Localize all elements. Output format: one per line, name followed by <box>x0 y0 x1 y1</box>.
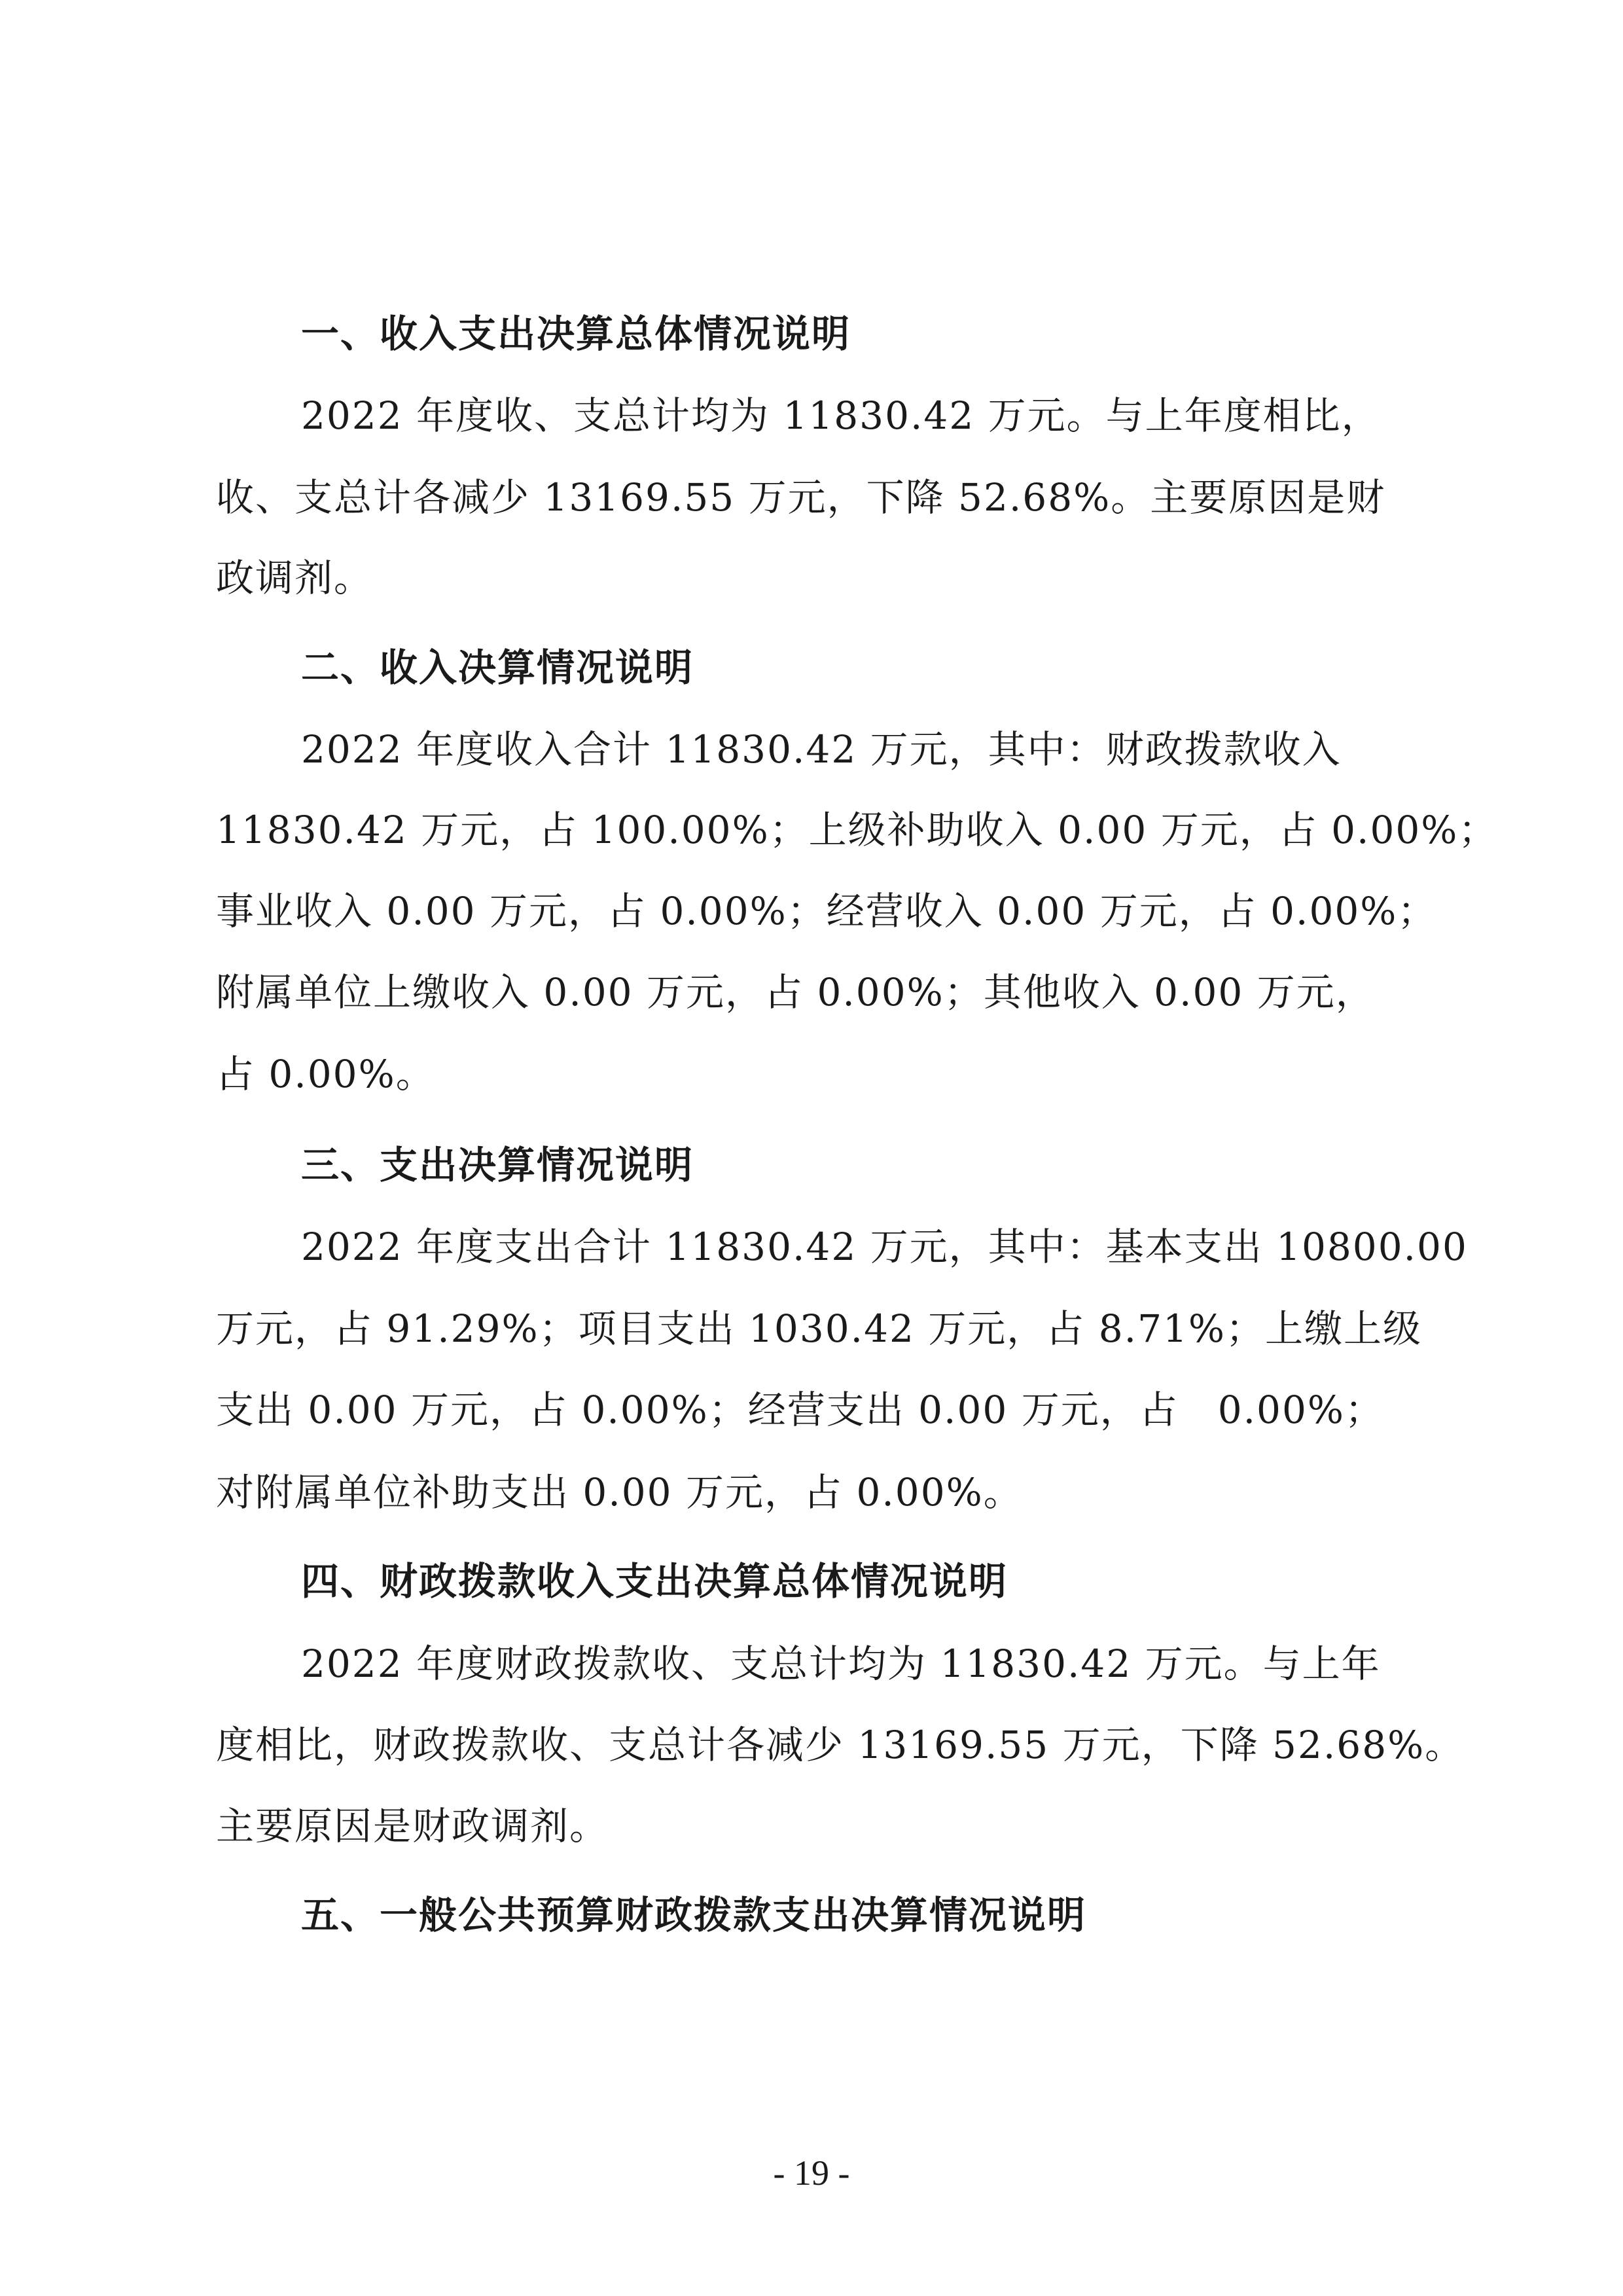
section-heading-3: 三、支出决算情况说明 <box>301 1143 694 1187</box>
paragraph-line: 政调剂。 <box>216 556 374 600</box>
page-number: - 19 - <box>773 2153 850 2193</box>
paragraph-line: 2022 年度财政拨款收、支总计均为 11830.42 万元。与上年 <box>301 1641 1381 1686</box>
paragraph-line: 支出 0.00 万元，占 0.00%；经营支出 0.00 万元，占 0.00%； <box>216 1388 1384 1432</box>
paragraph-line: 2022 年度收入合计 11830.42 万元，其中：财政拨款收入 <box>301 727 1342 772</box>
paragraph-line: 2022 年度收、支总计均为 11830.42 万元。与上年度相比， <box>301 393 1381 438</box>
section-heading-5: 五、一般公共预算财政拨款支出决算情况说明 <box>301 1893 1087 1937</box>
paragraph-line: 11830.42 万元，占 100.00%；上级补助收入 0.00 万元，占 0.00%； <box>216 808 1498 852</box>
paragraph-line: 万元，占 91.29%；项目支出 1030.42 万元，占 8.71%；上缴上级 <box>216 1306 1422 1351</box>
paragraph-line: 附属单位上缴收入 0.00 万元，占 0.00%；其他收入 0.00 万元， <box>216 970 1375 1014</box>
section-heading-4: 四、财政拨款收入支出决算总体情况说明 <box>301 1559 1008 1604</box>
section-heading-2: 二、收入决算情况说明 <box>301 645 694 690</box>
paragraph-line: 主要原因是财政调剂。 <box>216 1804 609 1848</box>
paragraph-line: 占 0.00%。 <box>216 1052 435 1096</box>
paragraph-line: 对附属单位补助支出 0.00 万元，占 0.00%。 <box>216 1470 1023 1515</box>
paragraph-line: 2022 年度支出合计 11830.42 万元，其中：基本支出 10800.00 <box>301 1225 1468 1269</box>
paragraph-line: 事业收入 0.00 万元，占 0.00%；经营收入 0.00 万元，占 0.00%； <box>216 889 1437 933</box>
section-heading-1: 一、收入支出决算总体情况说明 <box>301 312 851 356</box>
paragraph-line: 度相比，财政拨款收、支总计各减少 13169.55 万元，下降 52.68%。 <box>216 1723 1465 1767</box>
paragraph-line: 收、支总计各减少 13169.55 万元，下降 52.68%。主要原因是财 <box>216 475 1386 520</box>
